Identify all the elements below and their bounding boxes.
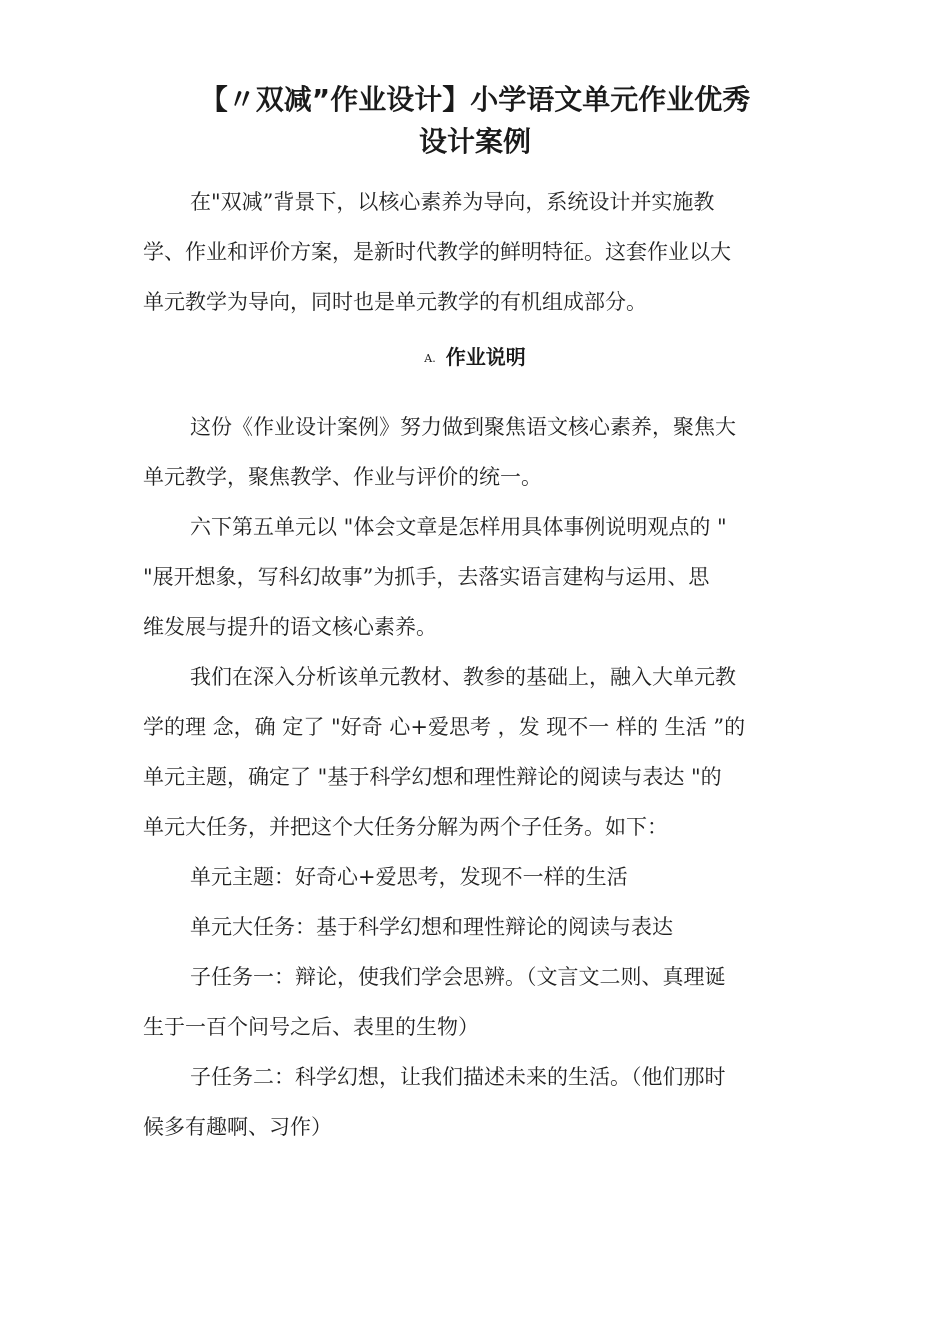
body-line: 单元教学，聚焦教学、作业与评价的统一。 <box>143 465 542 489</box>
body-line: 六下第五单元以 "体会文章是怎样用具体事例说明观点的 " <box>190 515 727 539</box>
body-line: 单元主题，确定了 "基于科学幻想和理性辩论的阅读与表达 "的 <box>143 765 722 789</box>
body-line: 这份《作业设计案例》努力做到聚焦语文核心素养，聚焦大 <box>190 415 736 439</box>
section-number: A. <box>424 352 436 365</box>
document-title-line-1: 【〃双减”作业设计】小学语文单元作业优秀 <box>199 83 751 116</box>
body-line: 单元大任务，并把这个大任务分解为两个子任务。如下： <box>143 815 668 839</box>
section-title: 作业说明 <box>445 345 526 369</box>
body-line: 单元主题：好奇心+爱思考，发现不一样的生活 <box>190 865 628 889</box>
body-line: 学的理 念，确 定了 "好奇 心+爱思考 ，发 现不一 样的 生活 ”的 <box>143 715 746 739</box>
body-line: "展开想象，写科幻故事”为抓手，去落实语言建构与运用、思 <box>143 565 710 589</box>
intro-line: 学、作业和评价方案，是新时代教学的鲜明特征。这套作业以大 <box>143 240 731 264</box>
body-line: 子任务一：辩论，使我们学会思辨。（文言文二则、真理诞 <box>190 965 726 989</box>
body-line: 我们在深入分析该单元教材、教参的基础上，融入大单元教 <box>190 665 736 689</box>
body-line: 单元大任务：基于科学幻想和理性辩论的阅读与表达 <box>190 915 673 939</box>
section-heading <box>0 342 950 374</box>
body-line: 维发展与提升的语文核心素养。 <box>143 615 437 639</box>
document-title-line-2: 设计案例 <box>418 125 531 158</box>
intro-line: 单元教学为导向，同时也是单元教学的有机组成部分。 <box>143 290 647 314</box>
body-line: 子任务二：科学幻想，让我们描述未来的生活。（他们那时 <box>190 1065 726 1089</box>
intro-line: 在"双减”背景下，以核心素养为导向，系统设计并实施教 <box>190 190 715 214</box>
body-line: 生于一百个问号之后、表里的生物） <box>143 1015 479 1039</box>
body-line: 候多有趣啊、习作） <box>143 1115 332 1139</box>
